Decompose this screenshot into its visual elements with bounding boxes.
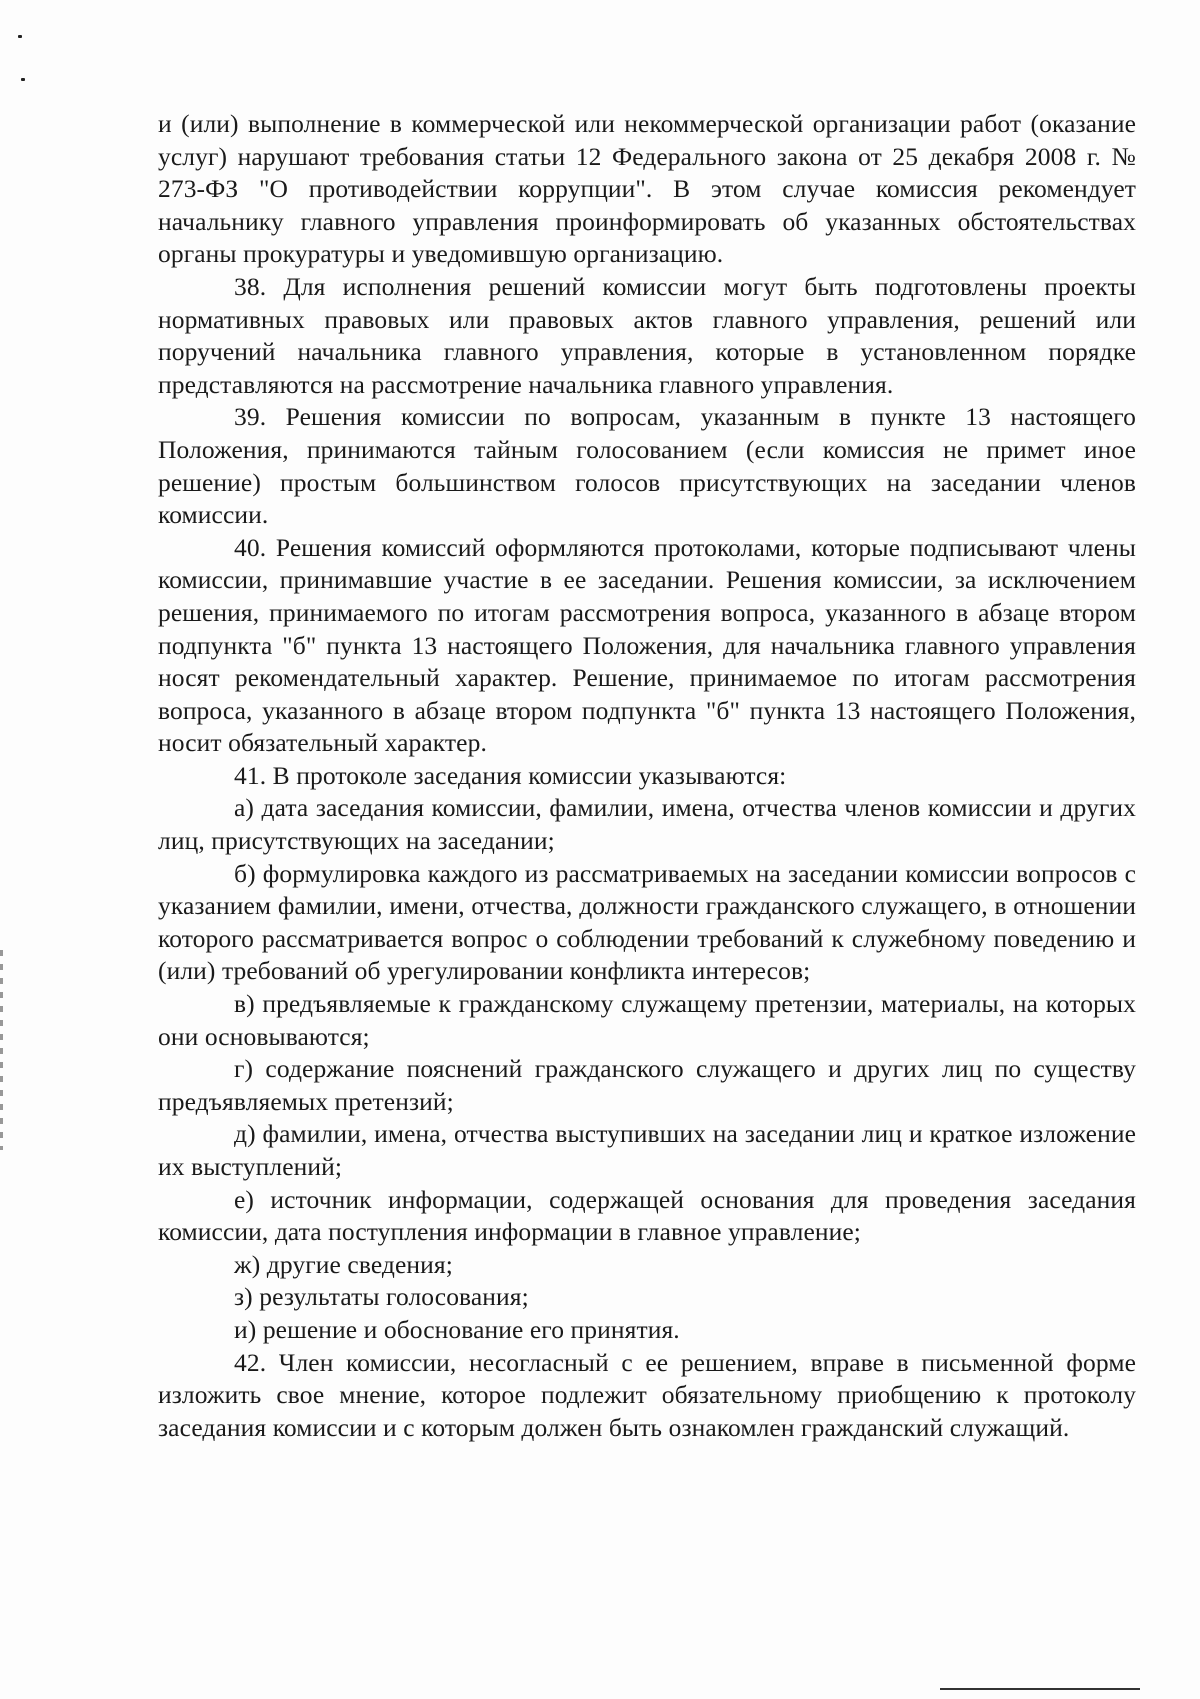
list-item-zh: ж) другие сведения;	[234, 1249, 453, 1279]
paragraph-42: 42. Член комиссии, несогласный с ее решением, вправе в письменной форме изложить свое мнение, которое подлежит обязательному приобщению к протоколу заседания комиссии и с которым должен быть ознакомлен гражданский служащий.	[158, 1347, 1136, 1442]
list-item-v: в) предъявляемые к гражданскому служащему претензии, материалы, на которых они основываются;	[158, 989, 1136, 1051]
paragraph-continuation: и (или) выполнение в коммерческой или некоммерческой организации работ (оказание услуг) нарушают требования статьи 12 Федерального закона от 25 декабря 2008 г. № 273-ФЗ "О противодействии коррупции". В этом случае комиссия рекомендует начальнику главного управления проинформировать об указанных обстоятельствах органы прокуратуры и уведомившую организацию.	[158, 109, 1136, 269]
footer-rule	[940, 1688, 1140, 1690]
scan-speck	[18, 35, 22, 38]
paragraph-38: 38. Для исполнения решений комиссии могут быть подготовлены проекты нормативных правовых или правовых актов главного управления, решений или поручений начальника главного управления, которые в установленном порядке представляются на рассмотрение начальника главного управления.	[158, 271, 1136, 399]
scan-edge-mark	[0, 950, 3, 1150]
paragraph-39: 39. Решения комиссии по вопросам, указанным в пункте 13 настоящего Положения, принимаются тайным голосованием (если комиссия не примет иное решение) простым большинством голосов присутствующих на заседании членов комиссии.	[158, 402, 1136, 530]
paragraph-40: 40. Решения комиссий оформляются протоколами, которые подписывают члены комиссии, принимавшие участие в ее заседании. Решения комиссии, за исключением решения, принимаемого по итогам рассмотрения вопроса, указанного в абзаце втором подпункта "б" пункта 13 настоящего Положения, для начальника главного управления носят рекомендательный характер. Решение, принимаемое по итогам рассмотрения вопроса, указанного в абзаце втором подпункта "б" пункта 13 настоящего Положения, носит обязательный характер.	[158, 532, 1136, 758]
list-item-z: з) результаты голосования;	[234, 1282, 529, 1312]
list-item-g: г) содержание пояснений гражданского служащего и других лиц по существу предъявляемых претензий;	[158, 1054, 1136, 1116]
list-item-e: е) источник информации, содержащей основания для проведения заседания комиссии, дата поступления информации в главное управление;	[158, 1184, 1136, 1247]
scan-speck	[21, 78, 25, 81]
document-body	[158, 108, 1136, 1444]
list-item-d: д) фамилии, имена, отчества выступивших на заседании лиц и краткое изложение их выступлений;	[158, 1119, 1136, 1181]
list-item-i: и) решение и обоснование его принятия.	[234, 1314, 680, 1344]
paragraph-41: 41. В протоколе заседания комиссии указываются:	[234, 760, 787, 790]
list-item-b: б) формулировка каждого из рассматриваемых на заседании комиссии вопросов с указанием фамилии, имени, отчества, должности гражданского служащего, в отношении которого рассматривается вопрос о соблюдении требований к служебному поведению и (или) требований об урегулировании конфликта интересов;	[158, 858, 1136, 986]
list-item-a: а) дата заседания комиссии, фамилии, имена, отчества членов комиссии и других лиц, присутствующих на заседании;	[158, 793, 1136, 856]
